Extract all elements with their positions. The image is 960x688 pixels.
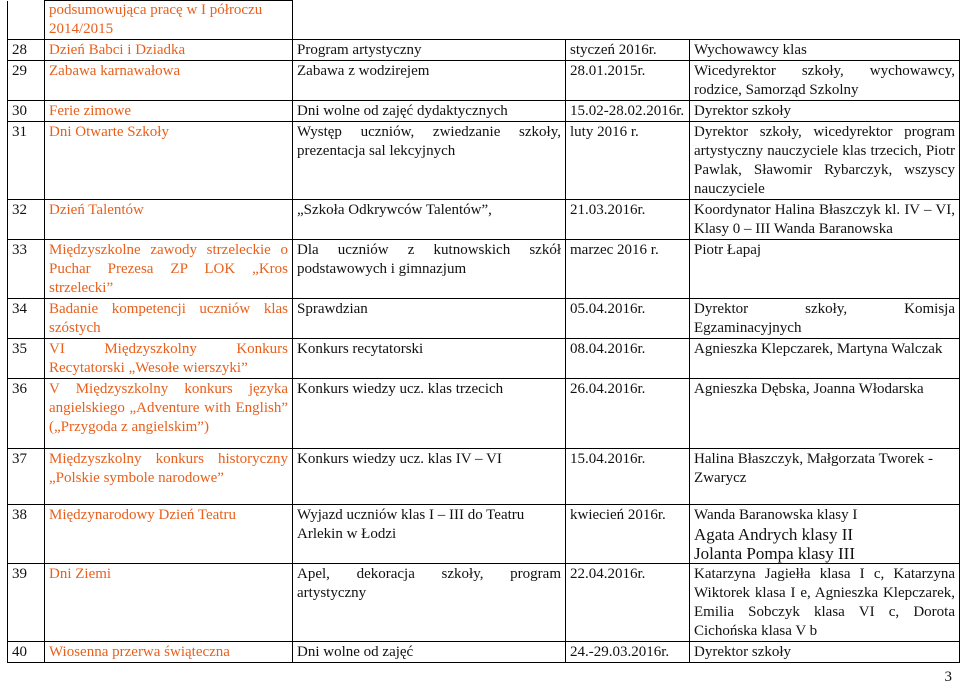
event-name: Międzyszkolny konkurs historyczny „Polskie symbole narodowe” — [45, 449, 293, 505]
event-form: Występ uczniów, zwiedzanie szkoły, prezentacja sal lekcyjnych — [293, 122, 566, 200]
table-row — [8, 240, 960, 299]
event-responsible: Wychowawcy klas — [690, 40, 960, 61]
row-number: 37 — [8, 449, 45, 505]
event-name: Badanie kompetencji uczniów klas szóstych — [45, 299, 293, 339]
event-name: Dzień Babci i Dziadka — [45, 40, 293, 61]
event-form: Konkurs wiedzy ucz. klas trzecich — [293, 379, 566, 449]
event-date: 21.03.2016r. — [566, 200, 690, 240]
row-number: 29 — [8, 61, 45, 101]
event-name: podsumowująca pracę w I półroczu 2014/2015 — [45, 1, 293, 40]
table-row — [8, 1, 960, 40]
event-responsible: Agnieszka Klepczarek, Martyna Walczak — [690, 339, 960, 379]
schedule-table — [7, 0, 960, 663]
table-row — [8, 101, 960, 122]
table-row — [8, 40, 960, 61]
responsible-line: Agata Andrych klasy II — [694, 525, 854, 544]
table-row — [8, 61, 960, 101]
event-form: Dla uczniów z kutnowskich szkół podstawowych i gimnazjum — [293, 240, 566, 299]
event-form: Apel, dekoracja szkoły, program artystyczny — [293, 564, 566, 642]
event-date: 05.04.2016r. — [566, 299, 690, 339]
table-row — [8, 642, 960, 663]
event-date: marzec 2016 r. — [566, 240, 690, 299]
table-row — [8, 449, 960, 505]
row-number: 30 — [8, 101, 45, 122]
event-responsible: Agnieszka Dębska, Joanna Włodarska — [690, 379, 960, 449]
row-number: 35 — [8, 339, 45, 379]
event-name: Dni Otwarte Szkoły — [45, 122, 293, 200]
table-row — [8, 299, 960, 339]
event-form: Program artystyczny — [293, 40, 566, 61]
event-responsible: Piotr Łapaj — [690, 240, 960, 299]
event-name: Dni Ziemi — [45, 564, 293, 642]
event-date: 28.01.2015r. — [566, 61, 690, 101]
event-date: 22.04.2016r. — [566, 564, 690, 642]
event-date: 26.04.2016r. — [566, 379, 690, 449]
event-date: styczeń 2016r. — [566, 40, 690, 61]
event-date: kwiecień 2016r. — [566, 505, 690, 564]
event-date: 15.02-28.02.2016r. — [566, 101, 690, 122]
table-row — [8, 564, 960, 642]
table-row — [8, 505, 960, 564]
event-date: 08.04.2016r. — [566, 339, 690, 379]
row-number: 36 — [8, 379, 45, 449]
event-date: 15.04.2016r. — [566, 449, 690, 505]
event-name: Międzyszkolne zawody strzeleckie o Puchar Prezesa ZP LOK „Kros strzelecki” — [45, 240, 293, 299]
row-number: 33 — [8, 240, 45, 299]
event-form: „Szkoła Odkrywców Talentów”, — [293, 200, 566, 240]
page-number: 3 — [944, 669, 952, 685]
row-number — [8, 1, 45, 40]
event-name: Ferie zimowe — [45, 101, 293, 122]
event-responsible: Dyrektor szkoły — [690, 101, 960, 122]
row-number: 34 — [8, 299, 45, 339]
row-number: 32 — [8, 200, 45, 240]
event-form: Dni wolne od zajęć dydaktycznych — [293, 101, 566, 122]
event-responsible: Koordynator Halina Błaszczyk kl. IV – VI, Klasy 0 – III Wanda Baranowska — [690, 200, 960, 240]
table-row — [8, 339, 960, 379]
event-form: Zabawa z wodzirejem — [293, 61, 566, 101]
event-responsible: Dyrektor szkoły — [690, 642, 960, 663]
table-row — [8, 200, 960, 240]
event-responsible: Wicedyrektor szkoły, wychowawcy, rodzice, Samorząd Szkolny — [690, 61, 960, 101]
event-name: Dzień Talentów — [45, 200, 293, 240]
event-form: Konkurs recytatorski — [293, 339, 566, 379]
event-responsible: Dyrektor szkoły, Komisja Egzaminacyjnych — [690, 299, 960, 339]
event-name: Zabawa karnawałowa — [45, 61, 293, 101]
event-responsible — [690, 505, 960, 564]
event-form: Sprawdzian — [293, 299, 566, 339]
event-responsible: Katarzyna Jagiełła klasa I c, Katarzyna Wiktorek klasa I e, Agnieszka Klepczarek, Emilia Sobczyk klasa VI c, Dorota Cichońska klasa V b — [690, 564, 960, 642]
event-responsible: Dyrektor szkoły, wicedyrektor program artystyczny nauczyciele klas trzecich, Piotr Pawlak, Sławomir Rybarczyk, wszyscy nauczyciele — [690, 122, 960, 200]
event-date: luty 2016 r. — [566, 122, 690, 200]
event-date: 24.-29.03.2016r. — [566, 642, 690, 663]
row-number: 38 — [8, 505, 45, 564]
responsible-line: Jolanta Pompa klasy III — [694, 544, 855, 563]
row-number: 31 — [8, 122, 45, 200]
table-row — [8, 379, 960, 449]
event-responsible: Halina Błaszczyk, Małgorzata Tworek - Zwarycz — [690, 449, 960, 505]
event-name: Międzynarodowy Dzień Teatru — [45, 505, 293, 564]
event-form: Konkurs wiedzy ucz. klas IV – VI — [293, 449, 566, 505]
row-number: 40 — [8, 642, 45, 663]
row-number: 39 — [8, 564, 45, 642]
event-name: Wiosenna przerwa świąteczna — [45, 642, 293, 663]
event-name: V Międzyszkolny konkurs języka angielskiego „Adventure with English” („Przygoda z angielskim”) — [45, 379, 293, 449]
table-row — [8, 122, 960, 200]
event-form: Dni wolne od zajęć — [293, 642, 566, 663]
row-number: 28 — [8, 40, 45, 61]
event-name: VI Międzyszkolny Konkurs Recytatorski „Wesołe wierszyki” — [45, 339, 293, 379]
responsible-line: Wanda Baranowska klasy I — [694, 507, 858, 523]
event-form: Wyjazd uczniów klas I – III do Teatru Arlekin w Łodzi — [293, 505, 566, 564]
